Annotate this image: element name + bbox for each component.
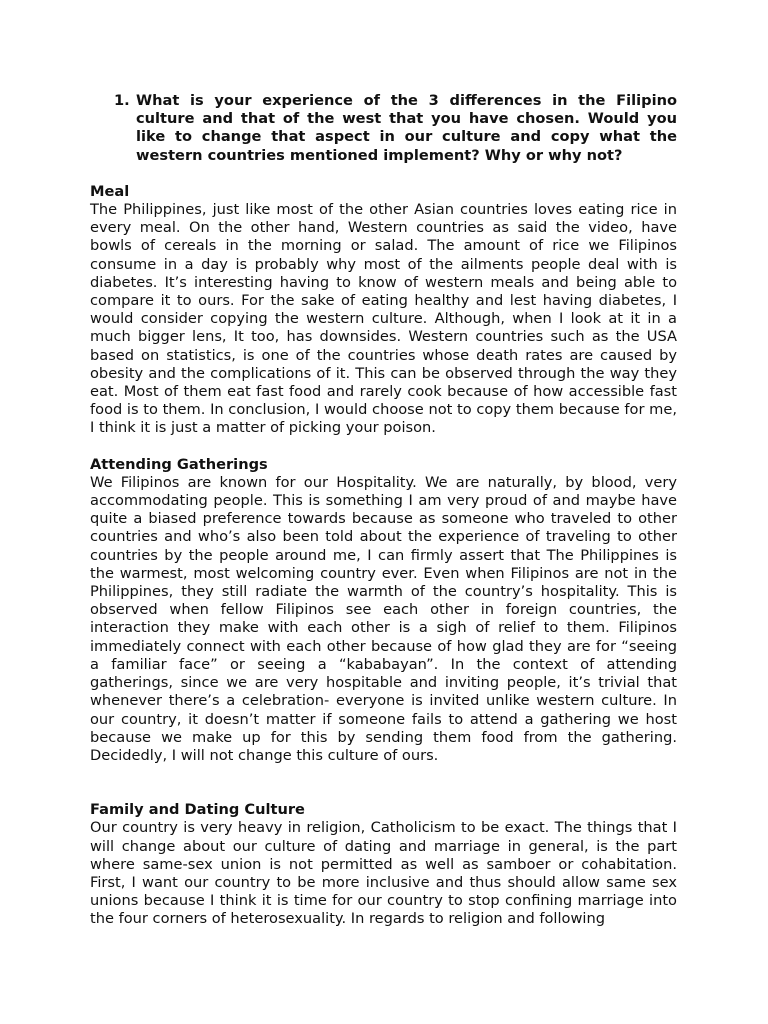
question-number: 1. <box>114 92 130 109</box>
section-body-family: Our country is very heavy in religion, Catholicism to be exact. The things that I will change about our culture of dating and marriage in general, is the part where same-sex union is not permitted as well as samboer or cohabitation. First, I want our country to be more inclusive and thus should allow same sex unions because I think it is time for our country to stop confining marriage into the four corners of heterosexuality. In regards to religion and following <box>90 819 677 928</box>
question-item <box>90 92 677 165</box>
document-page <box>90 92 677 929</box>
question-text: What is your experience of the 3 differences in the Filipino culture and that of the west that you have chosen. Would you like to change that aspect in our culture and copy what the western countries mentioned implement? Why or why not? <box>136 92 677 164</box>
section-title-gatherings: Attending Gatherings <box>90 455 268 473</box>
section-meal <box>90 183 677 438</box>
section-body-meal: The Philippines, just like most of the other Asian countries loves eating rice in every meal. On the other hand, Western countries as said the video, have bowls of cereals in the morning or salad. The amount of rice we Filipinos consume in a day is probably why most of the ailments people deal with is diabetes. It’s interesting having to know of western meals and being able to compare it to ours. For the sake of eating healthy and lest having diabetes, I would consider copying the western culture. Although, when I look at it in a much bigger lens, It too, has downsides. Western countries such as the USA based on statistics, is one of the countries whose death rates are caused by obesity and the complications of it. This can be observed through the way they eat. Most of them eat fast food and rarely cook because of how accessible fast food is to them. In conclusion, I would choose not to copy them because for me, I think it is just a matter of picking your poison. <box>90 201 677 437</box>
section-gatherings <box>90 456 677 765</box>
section-body-gatherings: We Filipinos are known for our Hospitality. We are naturally, by blood, very accommodating people. This is something I am very proud of and maybe have quite a biased preference towards because as someone who traveled to other countries and who’s also been told about the experience of traveling to other countries by the people around me, I can firmly assert that The Philippines is the warmest, most welcoming country ever. Even when Filipinos are not in the Philippines, they still radiate the warmth of the country’s hospitality. This is observed when fellow Filipinos see each other in foreign countries, the interaction they make with each other is a sigh of relief to them. Filipinos immediately connect with each other because of how glad they are for “seeing a familiar face” or seeing a “kababayan”. In the context of attending gatherings, since we are very hospitable and inviting people, it’s trivial that whenever there’s a celebration- everyone is invited unlike western culture. In our country, it doesn’t matter if someone fails to attend a gathering we host because we make up for this by sending them food from the gathering. Decidedly, I will not change this culture of ours. <box>90 473 677 764</box>
section-title-meal: Meal <box>90 182 130 200</box>
section-family <box>90 801 677 928</box>
section-title-family: Family and Dating Culture <box>90 801 305 819</box>
